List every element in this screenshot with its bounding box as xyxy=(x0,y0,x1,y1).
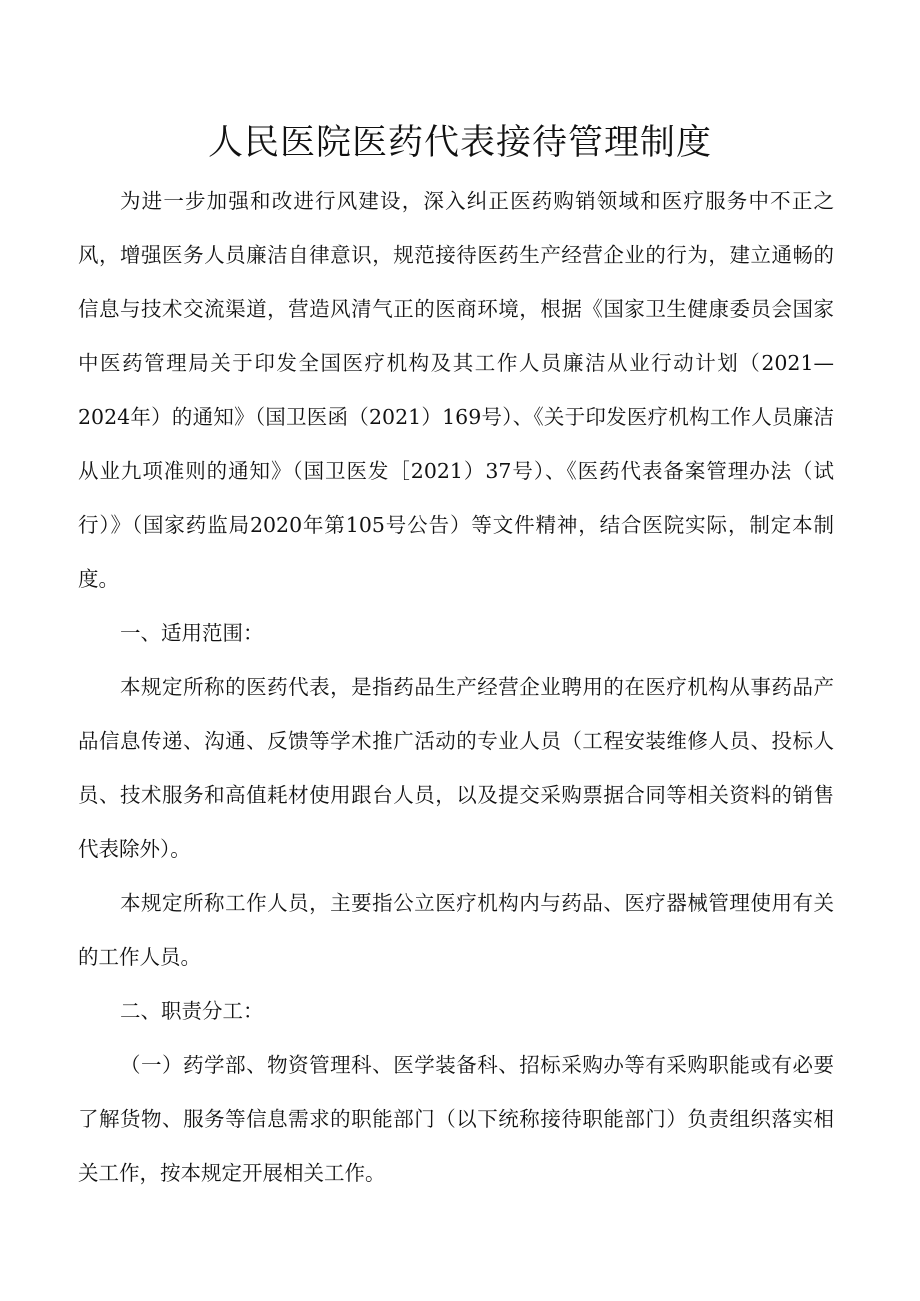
paragraph-pharma-rep-definition: 本规定所称的医药代表，是指药品生产经营企业聘用的在医疗机构从事药品产品信息传递、沟通、反馈等学术推广活动的专业人员（工程安装维修人员、投标人员、技术服务和高值耗材使用跟台人员，以及提交采购票据合同等相关资料的销售代表除外）。 xyxy=(78,675,834,861)
section-heading-responsibilities: 二、职责分工： xyxy=(120,999,264,1023)
paragraph-responsibility-1: （一）药学部、物资管理科、医学装备科、招标采购办等有采购职能或有必要了解货物、服务等信息需求的职能部门（以下统称接待职能部门）负责组织落实相关工作，按本规定开展相关工作。 xyxy=(78,1053,834,1185)
paragraph-staff-definition: 本规定所称工作人员，主要指公立医疗机构内与药品、医疗器械管理使用有关的工作人员。 xyxy=(78,891,834,969)
document-title: 人民医院医药代表接待管理制度 xyxy=(207,123,712,163)
section-heading-scope: 一、适用范围： xyxy=(120,621,264,645)
document-body xyxy=(78,174,834,1200)
paragraph-intro: 为进一步加强和改进行风建设，深入纠正医药购销领域和医疗服务中不正之风，增强医务人员廉洁自律意识，规范接待医药生产经营企业的行为，建立通畅的信息与技术交流渠道，营造风清气正的医商环境，根据《国家卫生健康委员会国家中医药管理局关于印发全国医疗机构及其工作人员廉洁从业行动计划（2021—2024年）的通知》（国卫医函（2021）169号）、《关于印发医疗机构工作人员廉洁从业九项准则的通知》（国卫医发［2021）37号）、《医药代表备案管理办法（试行）》（国家药监局2020年第105号公告）等文件精神，结合医院实际，制定本制度。 xyxy=(78,189,834,591)
